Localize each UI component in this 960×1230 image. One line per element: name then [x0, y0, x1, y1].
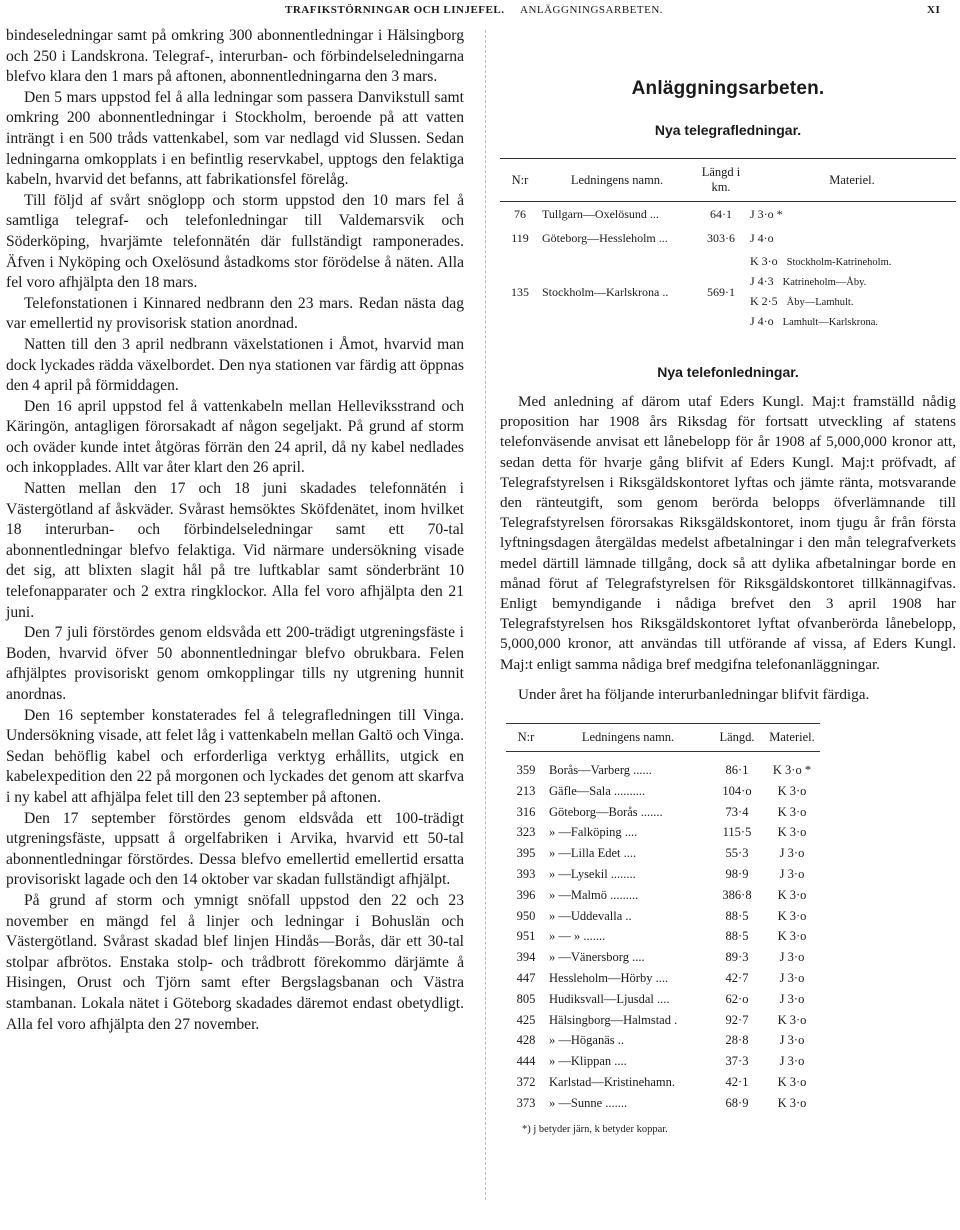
table-row [506, 864, 820, 885]
table-row [500, 202, 956, 227]
cell-materials [748, 226, 956, 250]
material-code: K 3·o [750, 254, 778, 268]
table-row [506, 947, 820, 968]
material-line [750, 272, 954, 292]
page-header [0, 4, 960, 20]
table-row [506, 1051, 820, 1072]
paragraph: Med anledning af därom utaf Eders Kungl. Maj:t framställd nådig proposition har 1908 års Riksdag för fortsatt utveckling af statens telefonväsende anvisat ett lånebelopp för år 1908 af 5,000,000 kronor att, sedan detta för hvarje gång blifvit af Eders Kungl. Maj:t pröfvadt, af Telegrafstyrelsen i Riksgäldskontoret lyftas och jämte ränta, motsvarande den ränteutgift, som genom berörda belopps öfverlämnande till Telegrafstyrelsen förorsakas Riksgäldskontoret, inom tjugu år från första lyftningsdagen återgäldas medelst afbetalningar i den mån telegrafverkets medel därtill lämnade tillgång, dock så att dylika afbetalningar borde en månad förut af Telegrafstyrelsen för Riksgäldskontoret tillkännagifvas. Enligt bemyndigande i nådiga brefvet den 3 april 1908 har Telegrafstyrelsen hos Riksgäldskontoret lyftat ofvanberörda lånebelopp, 5,000,000 kronor, att användas till utförande af vissa, af Eders Kungl. Maj:t enligt samma nådiga bref medgifna telefonanläggningar. [500, 393, 956, 673]
col-header-materials: Materiel. [764, 724, 820, 752]
cell-nr: 316 [516, 804, 536, 819]
paragraph: Den 7 juli förstördes genom eldsvåda ett 200-trädigt utgreningsfäste i Boden, hvarvid öfver 50 abonnentledningar blefvo obrukbara. Felen afhjälptes provisoriskt genom omkopplingar tills ny utgrening hunnit anordnas. [6, 624, 464, 703]
cell-name: » —Klippan .... [549, 1054, 627, 1069]
cell-name: » —Sunne ....... [549, 1095, 628, 1110]
cell-nr: 373 [516, 1095, 536, 1110]
cell-materials: J 3·o [779, 866, 805, 881]
col-header-materials: Materiel. [748, 159, 956, 202]
cell-materials: J 3·o [779, 991, 805, 1006]
cell-length: 386·8 [722, 887, 752, 902]
material-note: Åby—Lamhult. [786, 297, 854, 308]
cell-nr: 372 [516, 1074, 536, 1089]
cell-name: » —Vänersborg .... [549, 950, 645, 965]
cell-materials: K 3·o [777, 1095, 807, 1110]
cell-name: » —Lilla Edet .... [549, 846, 637, 861]
material-note: Stockholm-Katrineholm. [786, 257, 892, 268]
telephone-subtitle: Nya telefonledningar. [657, 364, 799, 380]
cell-nr: 394 [516, 950, 536, 965]
cell-materials [748, 250, 956, 334]
cell-name: » — » ....... [549, 929, 606, 944]
cell-name: Hälsingborg—Halmstad . [549, 1012, 678, 1027]
table-row [506, 822, 820, 843]
cell-length: 55·3 [725, 846, 749, 861]
cell-name: » —Uddevalla .. [549, 908, 632, 923]
cell-length: 569·1 [707, 284, 735, 299]
cell-materials: K 3·o * [772, 762, 812, 777]
cell-nr: 396 [516, 887, 536, 902]
cell-materials: J 3·o [779, 846, 805, 861]
table-row [506, 843, 820, 864]
cell-materials: K 3·o [777, 825, 807, 840]
material-line [750, 292, 954, 312]
material-code: J 4·3 [750, 274, 774, 288]
col-header-nr: N:r [506, 724, 546, 752]
paragraph: Den 17 september förstördes genom eldsvåda ett 100-trädigt utgreningsfäste, uppsatt å orgelfabriken i Arvika, hvarvid ett 50-tal abonnentledningar förstördes. Dessa blefvo emellertid emellertid ersatta provisoriskt lagade och den 14 oktober var skadan fullständigt afhjälpt. [6, 809, 464, 889]
material-code: J 4·o [750, 314, 774, 328]
cell-length: 64·1 [710, 206, 732, 221]
col-header-nr: N:r [500, 159, 540, 202]
col-header-length: Längd i km. [694, 159, 748, 202]
cell-length: 92·7 [725, 1012, 749, 1027]
table-row [506, 968, 820, 989]
paragraph: Den 16 april uppstod fel å vattenkabeln mellan Helleviksstrand och Käringön, antagligen förorsakadt af någon segeljakt. På grund af storm och oväder kunde intet åtgöras förrän den 24 april, då ny kabel nedlades och inkopplades. Allt var åter klart den 26 april. [6, 397, 464, 477]
cell-materials: J 3·o [779, 970, 805, 985]
cell-materials: K 3·o [777, 804, 807, 819]
table-row [506, 885, 820, 906]
cell-materials: J 3·o [779, 950, 805, 965]
cell-materials: K 3·o [777, 783, 807, 798]
cell-name: Gäfle—Sala .......... [549, 783, 646, 798]
cell-nr: 213 [516, 783, 536, 798]
telegraph-table [500, 158, 956, 334]
cell-nr: 135 [511, 284, 529, 299]
table-row [506, 781, 820, 802]
cell-nr: 393 [516, 866, 536, 881]
table-row [506, 906, 820, 927]
cell-nr: 447 [516, 970, 536, 985]
material-line [750, 312, 954, 332]
cell-length: 88·5 [725, 929, 749, 944]
telephone-table [506, 723, 820, 1114]
material-line [750, 252, 954, 272]
cell-length: 42·7 [725, 970, 749, 985]
material-note: Katrineholm—Åby. [782, 277, 867, 288]
table-row [506, 752, 820, 781]
material-note: Lamhult—Karlskrona. [782, 317, 879, 328]
cell-name: » —Falköping .... [549, 825, 638, 840]
table-header-row [506, 724, 820, 752]
cell-name: Tullgarn—Oxelösund ... [542, 206, 659, 221]
table-row [506, 1010, 820, 1031]
table-row [506, 1093, 820, 1114]
cell-name: » —Höganäs .. [549, 1033, 624, 1048]
table-header-row [500, 159, 956, 202]
table-row [506, 926, 820, 947]
cell-name: Borås—Varberg ...... [549, 762, 652, 777]
cell-length: 68·9 [725, 1095, 749, 1110]
page-number: XI [927, 4, 941, 16]
cell-nr: 395 [516, 846, 536, 861]
cell-nr: 805 [516, 991, 536, 1006]
cell-nr: 951 [516, 929, 536, 944]
material-code: K 2·5 [750, 294, 778, 308]
telegraph-subtitle: Nya telegrafledningar. [654, 122, 802, 138]
cell-name: Göteborg—Hessleholm ... [542, 230, 668, 245]
cell-materials: K 3·o [777, 908, 807, 923]
col-header-name: Ledningens namn. [546, 724, 710, 752]
cell-materials: J 3·o [779, 1054, 805, 1069]
cell-length: 89·3 [725, 950, 749, 965]
cell-nr: 425 [516, 1012, 536, 1027]
cell-length: 62·o [725, 991, 749, 1006]
cell-length: 86·1 [725, 762, 749, 777]
cell-nr: 323 [516, 825, 536, 840]
cell-nr: 359 [516, 762, 536, 777]
cell-length: 104·o [722, 783, 752, 798]
section-title: Anläggningsarbeten. [631, 78, 825, 99]
cell-materials: K 3·o [777, 1012, 807, 1027]
telephone-text [500, 392, 956, 705]
cell-nr: 950 [516, 908, 536, 923]
table-row [506, 1030, 820, 1051]
cell-materials [748, 202, 956, 227]
table-row [506, 1072, 820, 1093]
paragraph: Den 5 mars uppstod fel å alla ledningar som passera Danvikstull samt omkring 200 abonnentledningar i Stockholm, beroende på att vatten inträngt i en 500 tråds vattenkabel, som var nedlagd vid Slussen. Sedan ledningarna omkopplats i en befintlig reservkabel, upptogs den felaktiga kabeln, hvarvid det befanns, att fabrikationsfel förelåg. [6, 88, 464, 189]
running-section: ANLÄGGNINGSARBETEN. [520, 4, 664, 16]
cell-materials: K 3·o [777, 1074, 807, 1089]
cell-length: 303·6 [707, 230, 735, 245]
cell-length: 73·4 [725, 804, 749, 819]
running-title: TRAFIKSTÖRNINGAR OCH LINJEFEL. [285, 4, 505, 16]
paragraph: Den 16 september konstaterades fel å telegrafledningen till Vinga. Undersökning visade, att felet låg i vattenkabeln mellan Galtö och Vinga. Sedan behöflig kabel och erforderliga verktyg erhållits, utgick en kabelexpedition den 22 på morgonen och lyckades det genom att skarfva i ny kabel att afhjälpa felet till den 23 september på aftonen. [6, 706, 464, 806]
right-column [500, 26, 956, 1135]
cell-materials: K 3·o [777, 887, 807, 902]
cell-length: 115·5 [722, 825, 752, 840]
table-row [500, 226, 956, 250]
cell-length: 88·5 [725, 908, 749, 923]
footnote: *) j betyder järn, k betyder koppar. [522, 1123, 668, 1135]
cell-length: 37·3 [725, 1054, 749, 1069]
paragraph: På grund af storm och ymnigt snöfall uppstod den 22 och 23 november en mängd fel å linjer och ledningar i Bohuslän och Västergötland. Svårast skadad blef linjen Hindås—Borås, där ett 30-tal stolpar afbrötos. Enstaka stolp- och trådbrott förekommo därjämte å Hisingen, Orust och Tjörn samt efter Bergslagsbanan och Västra stambanan. Lokala nätet i Göteborg skadades däremot endast obetydligt. Alla fel voro afhjälpta den 27 november. [6, 891, 464, 1033]
cell-name: Hessleholm—Hörby .... [549, 970, 669, 985]
paragraph: Natten mellan den 17 och 18 juni skadades telefonnätén i Västergötland af åskväder. Svårast hemsöktes Sköfdenätet, inom hvilket 18 interurban- och förbindelseledningar samt ett 70-tal abonnentledningar blefvo felaktiga. Vid närmare undersökning visade det sig, att blixten slagit hål på tre luftkablar samt sönderbränt 10 telefonapparater och 2 extra ringklockor. Alla fel voro afhjälpta den 21 juni. [6, 480, 464, 621]
cell-nr: 444 [516, 1054, 536, 1069]
col-header-name: Ledningens namn. [540, 159, 694, 202]
table-row [506, 989, 820, 1010]
cell-length: 98·9 [725, 866, 749, 881]
cell-nr: 76 [514, 206, 526, 221]
cell-nr: 428 [516, 1033, 536, 1048]
material-code: J 3·o * [750, 207, 783, 221]
cell-name: Stockholm—Karlskrona .. [542, 284, 669, 299]
col-header-length: Längd. [710, 724, 764, 752]
paragraph: Under året ha följande interurbanledningar blifvit färdiga. [518, 685, 870, 703]
cell-name: Göteborg—Borås ....... [549, 804, 663, 819]
paragraph: Telefonstationen i Kinnared nedbrann den 23 mars. Redan nästa dag var emellertid ny provisorisk station anordnad. [6, 294, 464, 333]
cell-name: » —Lysekil ........ [549, 866, 636, 881]
cell-name: Hudiksvall—Ljusdal .... [549, 991, 670, 1006]
telephone-table-body [506, 752, 820, 1114]
cell-nr: 119 [511, 230, 529, 245]
table-row [500, 250, 956, 334]
table-row [506, 802, 820, 823]
paragraph: Till följd af svårt snöglopp och storm uppstod den 10 mars fel å samtliga telegraf- och telefonledningar till Valdemarsvik och Söderköping, hvarjämte telefonnätén där fullständigt ramponerades. Äfven i Nyköping och Oxelösund åstadkoms stor förödelse å näten. Alla fel voro afhjälpta den 18 mars. [6, 191, 464, 292]
column-divider [485, 30, 486, 1200]
cell-length: 28·8 [725, 1033, 749, 1048]
paragraph: bindeseledningar samt på omkring 300 abonnentledningar i Hälsingborg och 250 i Landskrona. Telegraf-, interurban- och förbindelseledningarna blefvo klara den 1 mars på aftonen, abonnentledningarna den 3 mars. [6, 27, 464, 86]
cell-materials: J 3·o [779, 1033, 805, 1048]
left-column [6, 26, 464, 1035]
material-code: J 4·o [750, 231, 774, 245]
cell-name: » —Malmö ......... [549, 887, 639, 902]
cell-materials: K 3·o [777, 929, 807, 944]
cell-name: Karlstad—Kristinehamn. [549, 1074, 676, 1089]
paragraph: Natten till den 3 april nedbrann växelstationen i Åmot, hvarvid man dock lyckades rädda växelbordet. Den nya stationen var färdig att öppnas den 4 april på förmiddagen. [6, 335, 464, 395]
cell-length: 42·1 [725, 1074, 749, 1089]
